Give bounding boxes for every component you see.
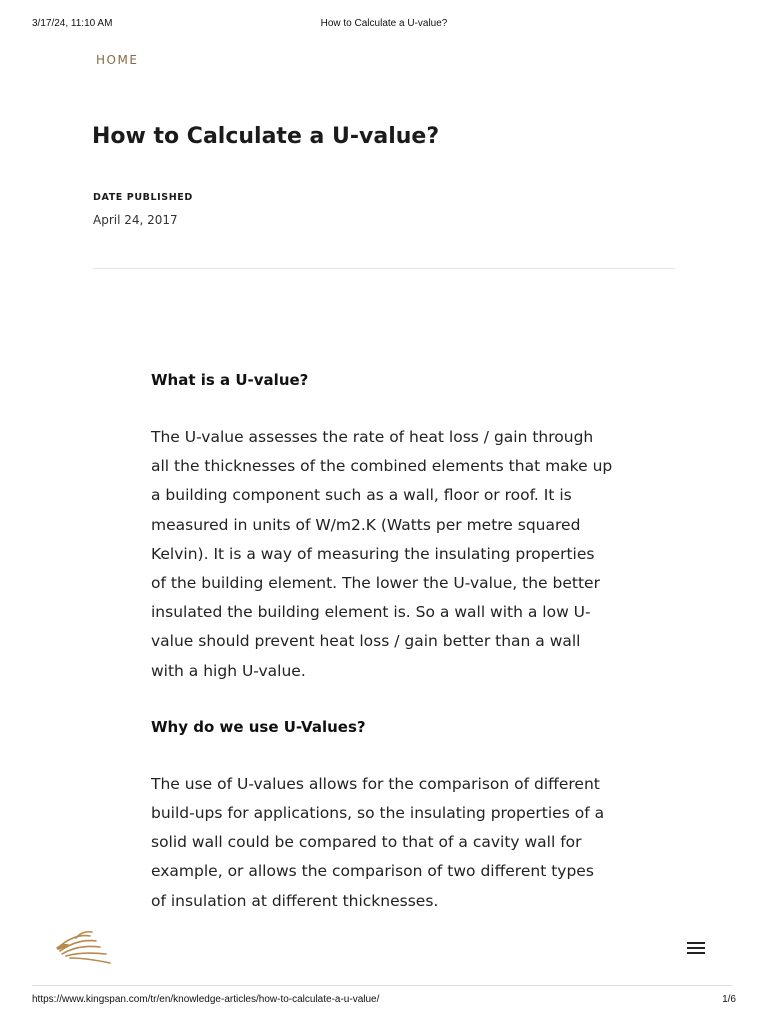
hamburger-menu-icon[interactable] (682, 936, 710, 960)
section-body-why-use: The use of U-values allows for the comparison of different build-ups for applications, so the insulating properties of a solid wall could be compared to that of a cavity wall for example, or allows the comparison of two different types of insulation at different thicknesses. (151, 774, 605, 910)
lion-logo-icon[interactable] (52, 926, 114, 966)
date-published-label: DATE PUBLISHED (93, 192, 193, 203)
print-page-title: How to Calculate a U-value? (320, 18, 448, 29)
print-header (32, 18, 736, 32)
article-body (151, 366, 613, 943)
print-page-number: 1/6 (722, 994, 736, 1005)
print-datetime: 3/17/24, 11:10 AM (32, 18, 113, 29)
section-body-what-is: The U-value assesses the rate of heat loss / gain through all the thicknesses of the combined elements that make up a building component such as a wall, floor or roof. It is measured in units of W/m2.K (Watts per metre squared Kelvin). It is a way of measuring the insulating properties of the building element. The lower the U-value, the better insulated the building element is. So a wall with a low U-value should prevent heat loss / gain better than a wall with a high U-value. (151, 428, 613, 680)
print-url: https://www.kingspan.com/tr/en/knowledge-articles/how-to-calculate-a-u-value/ (32, 994, 380, 1005)
section-heading-why-use: Why do we use U-Values? (151, 717, 366, 736)
date-published-value: April 24, 2017 (93, 213, 178, 227)
footer-divider (32, 985, 732, 986)
divider (93, 268, 675, 269)
print-footer (32, 994, 736, 1008)
section-heading-what-is: What is a U-value? (151, 371, 309, 389)
page-title: How to Calculate a U-value? (92, 124, 440, 149)
home-link[interactable]: HOME (96, 53, 139, 67)
